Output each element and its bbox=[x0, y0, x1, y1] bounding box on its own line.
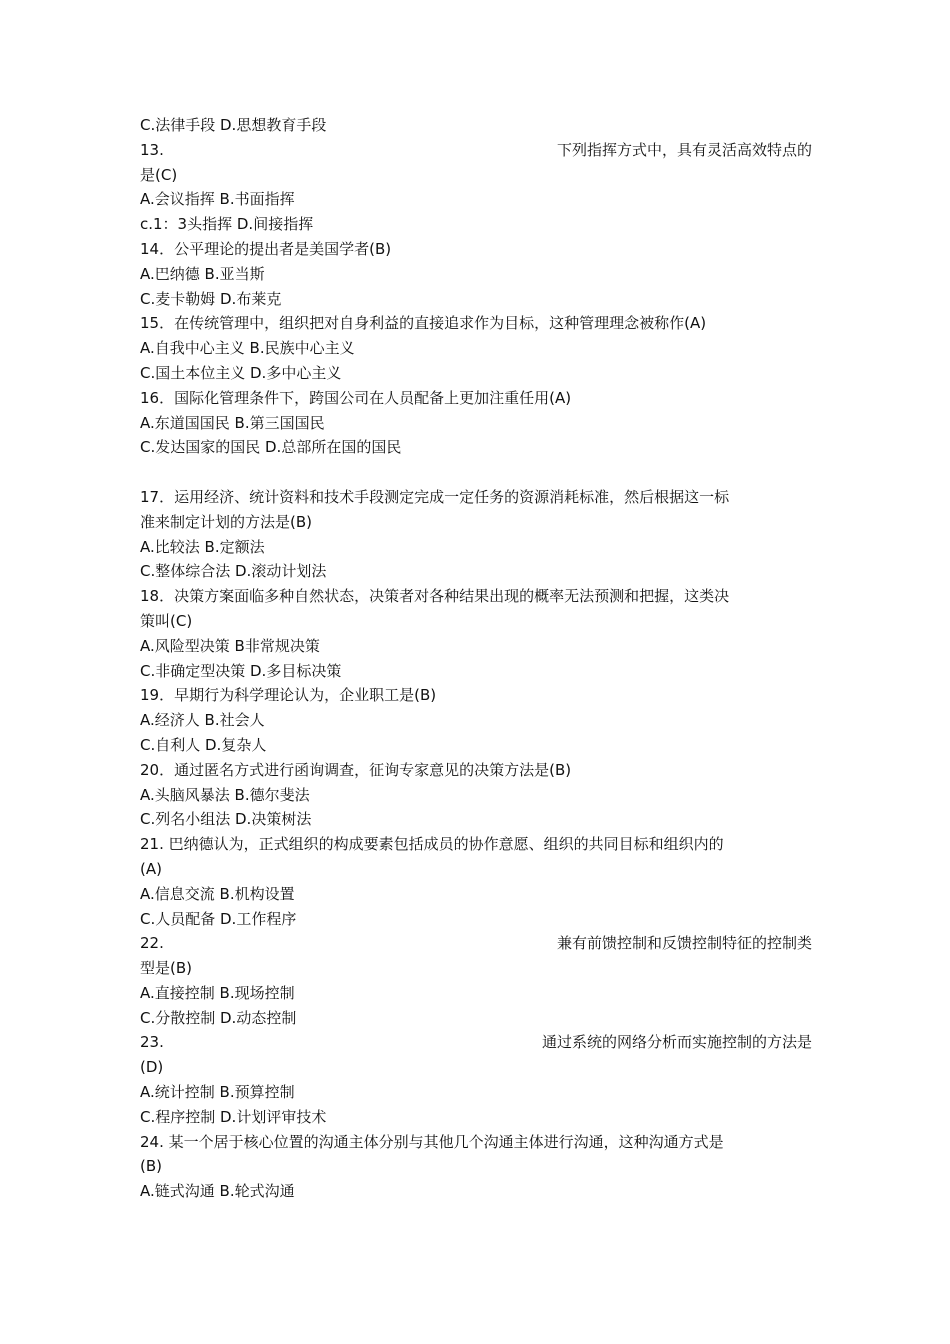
text-line: 17．运用经济、统计资料和技术手段测定完成一定任务的资源消耗标准，然后根据这一标 bbox=[140, 487, 730, 506]
text-line: C.分散控制 D.动态控制 bbox=[140, 1008, 297, 1027]
text-line: A.链式沟通 B.轮式沟通 bbox=[140, 1182, 295, 1201]
text-line: A.头脑风暴法 B.德尔斐法 bbox=[140, 785, 310, 804]
question-number: 13. bbox=[140, 140, 164, 159]
text-line: A.东道国国民 B.第三国国民 bbox=[140, 413, 325, 432]
question-number: 23. bbox=[140, 1033, 164, 1052]
text-line: (B) bbox=[140, 1157, 162, 1176]
text-line: C.国土本位主义 D.多中心主义 bbox=[140, 363, 342, 382]
question-22-line bbox=[140, 931, 812, 956]
question-13-line bbox=[140, 138, 812, 163]
text-line: A.经济人 B.社会人 bbox=[140, 711, 265, 730]
text-line: 准来制定计划的方法是(B) bbox=[140, 512, 312, 531]
text-line: C.自利人 D.复杂人 bbox=[140, 735, 267, 754]
text-line: C.程序控制 D.计划评审技术 bbox=[140, 1107, 327, 1126]
text-line: 21. 巴纳德认为，正式组织的构成要素包括成员的协作意愿、组织的共同目标和组织内的 bbox=[140, 835, 724, 854]
text-line: A.直接控制 B.现场控制 bbox=[140, 983, 295, 1002]
text-line: C.列名小组法 D.决策树法 bbox=[140, 810, 312, 829]
blank-line bbox=[140, 460, 812, 485]
question-text: 下列指挥方式中，具有灵活高效特点的 bbox=[556, 140, 812, 159]
text-line: A.风险型决策 B非常规决策 bbox=[140, 636, 320, 655]
text-line: C.整体综合法 D.滚动计划法 bbox=[140, 562, 327, 581]
text-line: A.比较法 B.定额法 bbox=[140, 537, 265, 556]
text-line: 20．通过匿名方式进行函询调查，征询专家意见的决策方法是(B) bbox=[140, 760, 572, 779]
text-line: C.人员配备 D.工作程序 bbox=[140, 909, 297, 928]
text-line: A.会议指挥 B.书面指挥 bbox=[140, 190, 295, 209]
text-line: A.巴纳德 B.亚当斯 bbox=[140, 264, 265, 283]
text-line: 型是(B) bbox=[140, 959, 192, 978]
text-line: c.1：3头指挥 D.间接指挥 bbox=[140, 215, 314, 234]
question-text: 通过系统的网络分析而实施控制的方法是 bbox=[541, 1033, 812, 1052]
text-line: A.信息交流 B.机构设置 bbox=[140, 884, 295, 903]
text-line: 18．决策方案面临多种自然状态，决策者对各种结果出现的概率无法预测和把握，这类决 bbox=[140, 587, 730, 606]
question-number: 22. bbox=[140, 934, 164, 953]
text-line: (A) bbox=[140, 859, 162, 878]
text-line: (D) bbox=[140, 1058, 164, 1077]
text-line: 19．早期行为科学理论认为，企业职工是(B) bbox=[140, 686, 437, 705]
text-line: C.法律手段 D.思想教育手段 bbox=[140, 116, 327, 134]
text-line: 是(C) bbox=[140, 165, 178, 184]
text-line: C.非确定型决策 D.多目标决策 bbox=[140, 661, 342, 680]
text-line: A.统计控制 B.预算控制 bbox=[140, 1083, 295, 1102]
question-23-line bbox=[140, 1030, 812, 1055]
question-text: 兼有前馈控制和反馈控制特征的控制类 bbox=[556, 934, 812, 953]
text-line: C.麦卡勒姆 D.布莱克 bbox=[140, 289, 282, 308]
text-line: 15．在传统管理中，组织把对自身利益的直接追求作为目标，这种管理理念被称作(A) bbox=[140, 314, 707, 333]
text-line: 策叫(C) bbox=[140, 611, 193, 630]
text-line: A.自我中心主义 B.民族中心主义 bbox=[140, 339, 355, 358]
text-line: 14．公平理论的提出者是美国学者(B) bbox=[140, 239, 392, 258]
document-page bbox=[140, 113, 812, 1204]
text-line: 24. 某一个居于核心位置的沟通主体分别与其他几个沟通主体进行沟通，这种沟通方式是 bbox=[140, 1132, 724, 1151]
text-line: C.发达国家的国民 D.总部所在国的国民 bbox=[140, 438, 402, 457]
text-line: 16．国际化管理条件下，跨国公司在人员配备上更加注重任用(A) bbox=[140, 388, 572, 407]
